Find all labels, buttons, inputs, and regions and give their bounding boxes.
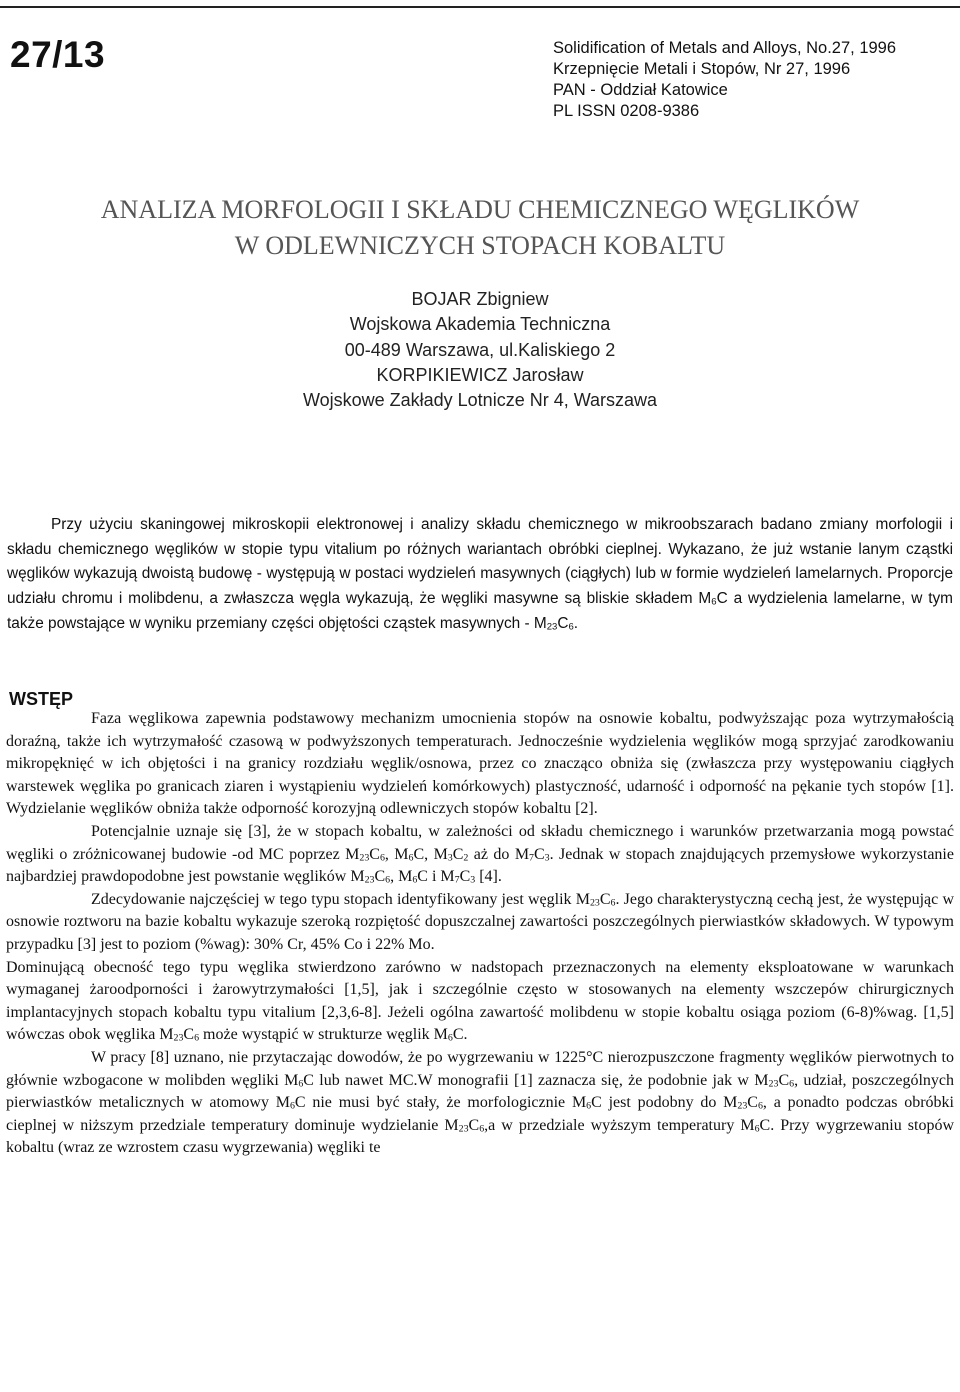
journal-header (553, 38, 896, 122)
journal-title-pl: Krzepnięcie Metali i Stopów, Nr 27, 1996 (553, 60, 851, 78)
section-heading-wstep: WSTĘP (9, 689, 74, 709)
author-address-1: 00-489 Warszawa, ul.Kaliskiego 2 (344, 339, 616, 360)
paragraph-3: Zdecydowanie najczęściej w tego typu stopach identyfikowany jest węglik $M_{23}C_6$. Jego charakterystyczną cechą jest, że występując w osnowie roztworu na bazie kobaltu wykazuje szeroką rozpiętość dopuszczalnej zawartości poszczególnych pierwiastków składowych. W typowym przypadku [3] jest to poziom (%wag): 30% Cr, 45% Co i 22% Mo. (6, 890, 955, 953)
author-name-1: BOJAR Zbigniew (411, 289, 549, 309)
page-number: 27/13 (10, 34, 106, 75)
paragraph-4: Dominującą obecność tego typu węglika stwierdzono zarówno w nadstopach przeznaczonych na elementy eksploatowane w warunkach wymaganej żaroodporności i żarowytrzymałości [1,5], jak i szczególnie często w stosowanych na elementy wszczepów chirurgicznych implantacyjnych stopach kobaltu typu vitalium [2,3,6-8]. Jeżeli ogólna zawartość molibdenu w stopie kobaltu osiąga poziom (6-8)%wag. [1,5] wówczas obok węglika $M_{23}C_6$ może wystąpić w strukturze węglik $M_6C$. (6, 958, 954, 1044)
paragraph-2: Potencjalnie uznaje się [3], że w stopach kobaltu, w zależności od składu chemicznego i warunków przetwarzania mogą powstać węgliki o zróżnicowanej budowie -od MC poprzez $M_{23}C_6$, $M_6C$, $M_3C_2$ aż do $M_7C_3$. Jednak w stopach znajdujących przemysłowe wykorzystanie najbardziej prawdopodobne jest powstanie węglików $M_{23}C_6$, $M_6C$ i $M_7C_3$ [4]. (6, 822, 954, 886)
abstract-text: Przy użyciu skaningowej mikroskopii elektronowej i analizy składu chemicznego w mikroobszarach badano zmiany morfologii i składu chemicznego węglików w stopie typu vitalium po różnych wariantach obróbki cieplnej. Wykazano, że już wstanie lanym cząstki węglików wykazują dwoistą budowę - występują w postaci wydzieleń masywnych (ciągłych) lub w formie wydzieleń lamelarnych. Proporcje udziału chromu i molibdenu, a zwłaszcza węgla wykazują, że węgliki masywne są bliskie składem $M_6C$ a wydzielenia lamelarne, w tym także powstające w wyniku przemiany części objętości cząstek masywnych - $M_{23}C_6$. (7, 516, 953, 633)
top-rule (0, 6, 960, 8)
issn: PL ISSN 0208-9386 (553, 102, 700, 120)
paragraph-1: Faza węglikowa zapewnia podstawowy mechanizm umocnienia stopów na osnowie kobaltu, podwyższając poza wytrzymałością doraźną, także ich wytrzymałość czasową w podwyższonych temperaturach. Jednocześnie wydzielenia węglików mogą sprzyjać zarodkowaniu mikropęknięć w ich objętości i na granicy rozdziału węglik/osnowa, przez co znacząco obniża się (zwłaszcza przy występowaniu ciągłych warstewek węglika po granicach ziaren i wystąpieniu wydzieleń komórkowych) plastyczność, udarność i odporność na pękanie tych stopów [1]. Wydzielanie węglików obniża także odporność korozyjną odlewniczych stopów kobaltu [2]. (6, 710, 954, 818)
paragraph-5: W pracy [8] uznano, nie przytaczając dowodów, że po wygrzewaniu w 1225°C nierozpuszczone fragmenty węglików pierwotnych to głównie wzbogacone w molibden węgliki $M_6C$ lub nawet MC.W monografii [1] zaznacza się, że podobnie jak w $M_{23}C_6$, udział, poszczególnych pierwiastków metalicznych w atomowy $M_6C$ nie musi być stały, że morfologicznie $M_6C$ jest podobny do $M_{23}C_6$, a ponadto podczas obróbki cieplnej w niższym przedziale temperatury dominuje wydzielanie $M_{23}C_6,a$ w przedziale wyższym temperatury $M_6C$. Przy wygrzewaniu stopów kobaltu (wraz ze wzrostem czasu wygrzewania) węgliki te (6, 1048, 955, 1157)
author-affiliation-2: Wojskowe Zakłady Lotnicze Nr 4, Warszawa (302, 390, 658, 411)
author-name-2: KORPIKIEWICZ Jarosław (376, 364, 584, 385)
journal-title-en: Solidification of Metals and Alloys, No.27, 1996 (553, 39, 897, 57)
title-line-2: W ODLEWNICZYCH STOPACH KOBALTU (234, 231, 726, 260)
title-line-1: ANALIZA MORFOLOGII I SKŁADU CHEMICZNEGO WĘGLIKÓW (100, 195, 860, 224)
abstract (7, 513, 953, 637)
publisher: PAN - Oddział Katowice (553, 81, 728, 99)
author-affiliation-1: Wojskowa Akademia Techniczna (349, 314, 611, 335)
body-text (6, 708, 954, 1160)
author-block (0, 287, 960, 413)
paper-title (0, 192, 960, 264)
